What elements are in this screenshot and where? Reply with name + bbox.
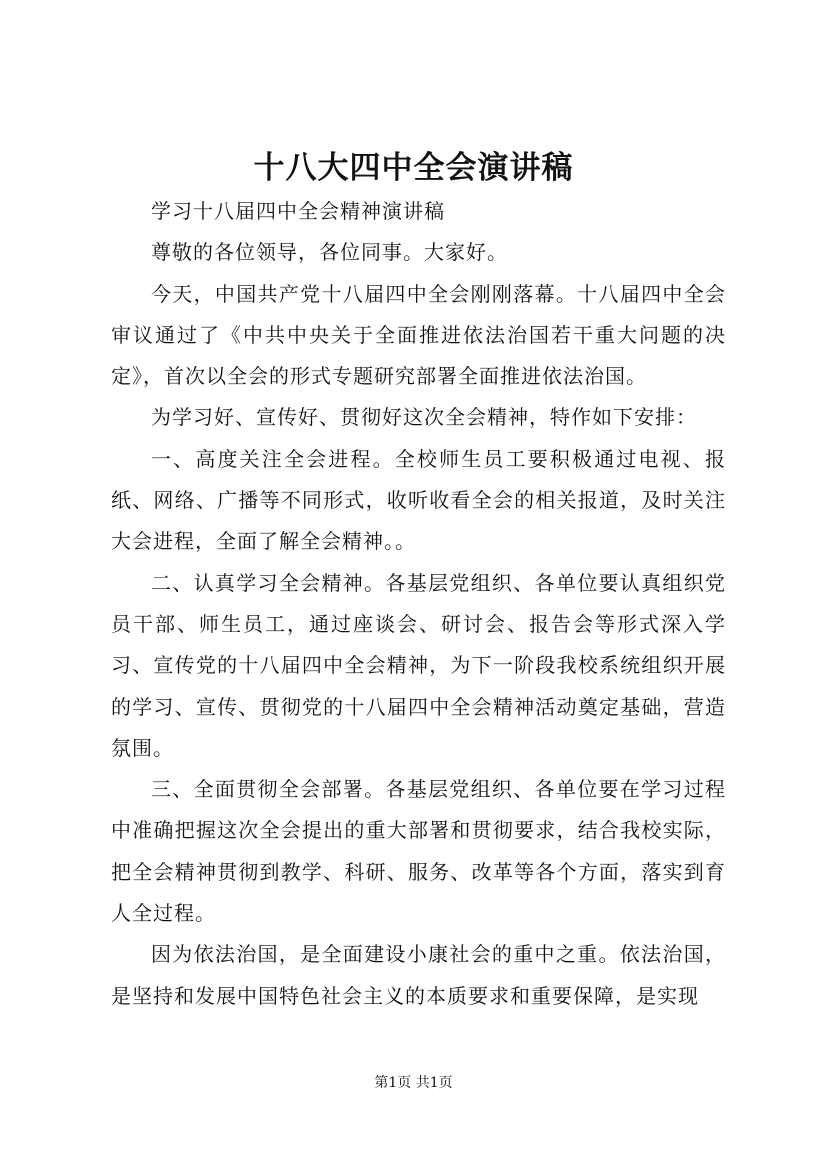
document-body [111, 191, 726, 1017]
paragraph-subtitle: 学习十八届四中全会精神演讲稿 [151, 199, 445, 223]
paragraph-item-two: 二、认真学习全会精神。各基层党组织、各单位要认真组织党员干部、师生员工，通过座谈会、研讨会、报告会等形式深入学习、宣传党的十八届四中全会精神，为下一阶段我校系统组织开展的学习、宣传、贯彻党的十八届四中全会精神活动奠定基础，营造氛围。 [111, 570, 726, 760]
paragraph-item-three: 三、全面贯彻全会部署。各基层党组织、各单位要在学习过程中准确把握这次全会提出的重大部署和贯彻要求，结合我校实际，把全会精神贯彻到教学、科研、服务、改革等各个方面，落实到育人全过程。 [111, 777, 726, 926]
paragraph-greeting: 尊敬的各位领导，各位同事。大家好。 [151, 240, 508, 265]
page-footer: 第1页 共1页 [374, 1075, 453, 1091]
paragraph-arrangement: 为学习好、宣传好、贯彻好这次全会精神，特作如下安排： [151, 405, 697, 430]
paragraph-item-one: 一、高度关注全会进程。全校师生员工要积极通过电视、报纸、网络、广播等不同形式，收听收看全会的相关报道，及时关注大会进程，全面了解全会精神。。 [111, 446, 726, 554]
document-title: 十八大四中全会演讲稿 [253, 150, 574, 186]
paragraph-rule-of-law: 因为依法治国，是全面建设小康社会的重中之重。依法治国，是坚持和发展中国特色社会主义的本质要求和重要保障，是实现 [111, 942, 726, 1008]
paragraph-intro: 今天，中国共产党十八届四中全会刚刚落幕。十八届四中全会审议通过了《中共中央关于全面推进依法治国若干重大问题的决定》，首次以全会的形式专题研究部署全面推进依法治国。 [111, 281, 726, 389]
